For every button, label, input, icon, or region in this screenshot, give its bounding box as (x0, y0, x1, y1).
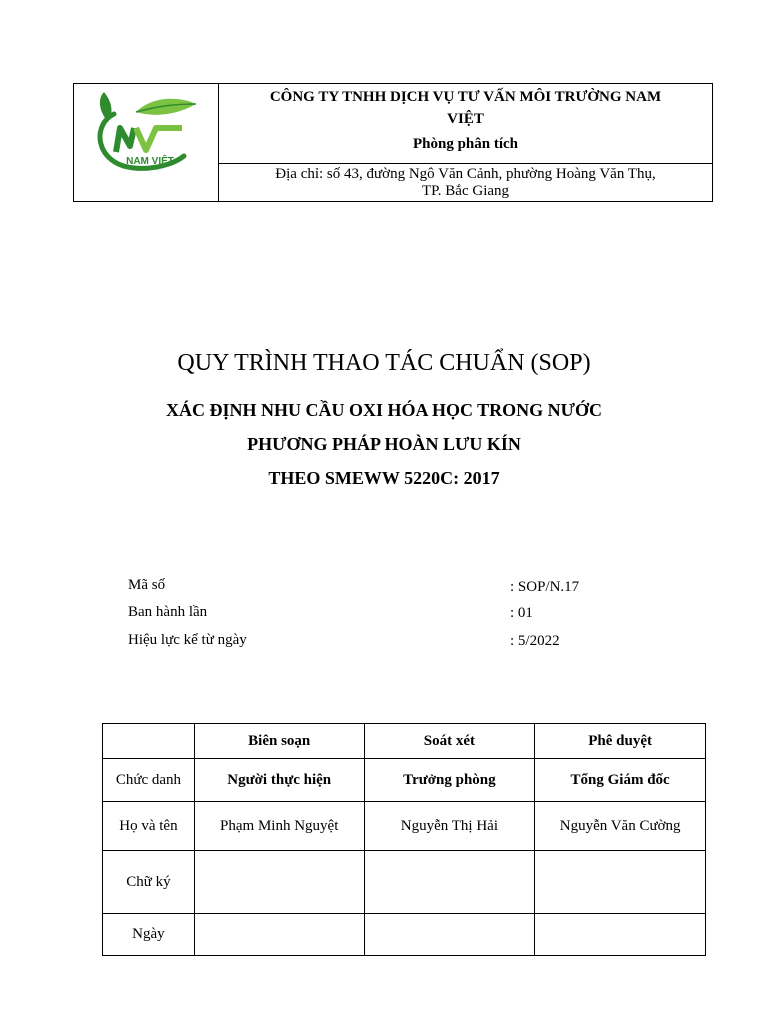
company-name-line2: VIỆT (447, 111, 484, 127)
logo-cell (74, 84, 219, 202)
table-header-cell: Phê duyệt (535, 724, 706, 759)
address-cell (219, 164, 713, 202)
header-table (73, 83, 713, 202)
table-row (103, 802, 706, 851)
table-row (103, 851, 706, 914)
document-subtitle-line1: XÁC ĐỊNH NHU CẦU OXI HÓA HỌC TRONG NƯỚC (165, 400, 603, 420)
meta-label-effective: Hiệu lực kể từ ngày (128, 632, 247, 648)
signature-cell (535, 851, 706, 914)
document-title: QUY TRÌNH THAO TÁC CHUẨN (SOP) (177, 350, 591, 376)
table-row (103, 914, 706, 956)
address (219, 164, 712, 200)
meta-value-issue: : 01 (510, 605, 533, 621)
table-cell: Nguyễn Văn Cường (535, 802, 706, 851)
table-header-cell: Soát xét (364, 724, 535, 759)
address-line2: TP. Bắc Giang (421, 183, 510, 199)
address-line1: Địa chỉ: số 43, đường Ngô Văn Cảnh, phường Hoàng Văn Thụ, (275, 166, 656, 182)
company-name-line1: CÔNG TY TNHH DỊCH VỤ TƯ VẤN MÔI TRƯỜNG NAM (269, 89, 662, 105)
row-label: Ngày (103, 914, 195, 956)
meta-label-code: Mã số (128, 577, 166, 593)
document-subtitle-line2: PHƯƠNG PHÁP HOÀN LƯU KÍN (247, 434, 521, 454)
company-logo (74, 84, 218, 201)
company-name (219, 84, 712, 130)
document-subtitle-line3: THEO SMEWW 5220C: 2017 (268, 468, 500, 488)
table-cell: Phạm Minh Nguyệt (194, 802, 364, 851)
table-cell: Trưởng phòng (364, 759, 535, 802)
signature-cell (194, 851, 364, 914)
table-header-cell: Biên soạn (194, 724, 364, 759)
table-row (103, 759, 706, 802)
meta-label-issue: Ban hành lần (128, 604, 208, 620)
signature-table (102, 723, 706, 956)
date-cell (535, 914, 706, 956)
table-cell: Nguyễn Thị Hải (364, 802, 535, 851)
row-label: Họ và tên (103, 802, 195, 851)
table-cell: Người thực hiện (194, 759, 364, 802)
date-cell (364, 914, 535, 956)
row-label: Chức danh (103, 759, 195, 802)
table-cell: Tổng Giám đốc (535, 759, 706, 802)
table-header-row (103, 724, 706, 759)
logo-text: NAM VIỆT (126, 156, 174, 167)
date-cell (194, 914, 364, 956)
company-cell (219, 84, 713, 164)
meta-value-code: : SOP/N.17 (510, 579, 580, 595)
table-header-cell (103, 724, 195, 759)
row-label: Chữ ký (103, 851, 195, 914)
signature-cell (364, 851, 535, 914)
meta-value-effective: : 5/2022 (510, 633, 560, 649)
department-name: Phòng phân tích (412, 136, 519, 152)
